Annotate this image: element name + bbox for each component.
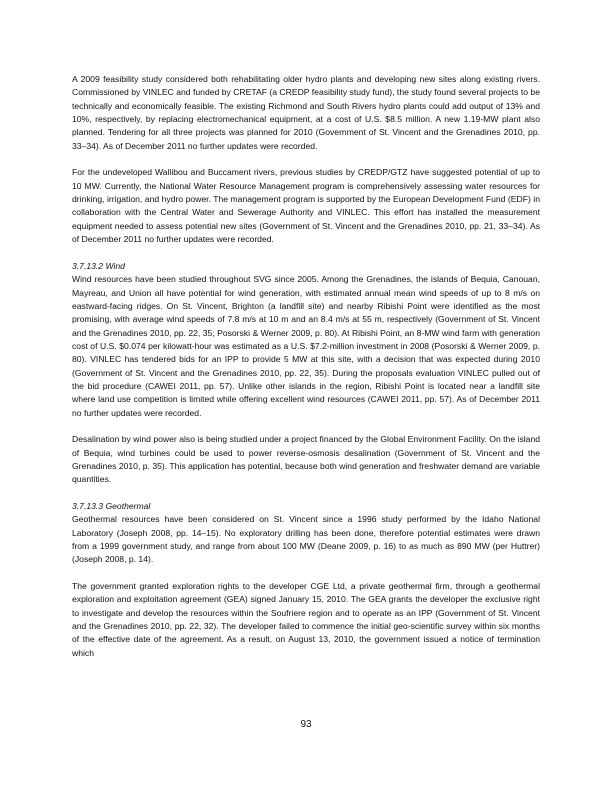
paragraph-geothermal-resources: Geothermal resources have been considered on St. Vincent since a 1996 study performed by the Idaho National Laboratory (Joseph 2008, pp. 14–15). No exploratory drilling has been done, therefore potential estimates were drawn from a 1999 government study, and range from about 100 MW (Deane 2009, p. 16) to as much as 890 MW (per Huttrer) (Joseph 2008, p. 14). [72,514,540,565]
paragraph-geothermal-exploration-rights: The government granted exploration rights to the developer CGE Ltd, a private geothermal firm, through a geothermal exploration and exploitation agreement (GEA) signed January 15, 2010. The GEA grants the developer the exclusive right to investigate and develop the resources within the Soufriere region and to operate as an IPP (Government of St. Vincent and the Grenadines 2010, pp. 22, 32). The developer failed to commence the initial geo-scientific survey within six months of the effective date of the agreement. As a result, on August 13, 2010, the government issued a notice of termination which [72,581,540,658]
section-heading-geothermal: 3.7.13.3 Geothermal [72,501,151,511]
paragraph-hydro-undeveloped-rivers: For the undeveloped Wallibou and Buccament rivers, previous studies by CREDP/GTZ have suggested potential of up to 10 MW. Currently, the National Water Resource Management program is comprehensively assessing water resources for drinking, irrigation, and hydro power. The management program is supported by the European Development Fund (EDF) in collaboration with the Central Water and Sewerage Authority and VINLEC. This effort has installed the measurement equipment needed to assess potential new sites (Government of St. Vincent and the Grenadines 2010, pp. 21, 33–34). As of December 2011 no further updates were recorded. [72,167,540,245]
paragraph-wind-desalination: Desalination by wind power also is being studied under a project financed by the Global Environment Facility. On the island of Bequia, wind turbines could be used to power reverse-osmosis desalination (Government of St. Vincent and the Grenadines 2010, p. 35). This application has potential, because both wind generation and freshwater demand are variable quantities. [72,434,540,485]
paragraph-hydro-feasibility: A 2009 feasibility study considered both rehabilitating older hydro plants and developing new sites along existing rivers. Commissioned by VINLEC and funded by CRETAF (a CREDP feasibility study fund), the study found several projects to be technically and economically feasible. The existing Richmond and South Rivers hydro plants could add output of 13% and 10%, respectively, by replacing electromechanical equipment, at a cost of U.S. $8.5 million. A new 1.19-MW plant also planned. Tendering for all three projects was planned for 2010 (Government of St. Vincent and the Grenadines 2010, pp. 33–34). As of December 2011 no further updates were recorded. [72,74,540,151]
document-page [72,73,540,673]
paragraph-wind-resources: Wind resources have been studied throughout SVG since 2005. Among the Grenadines, the islands of Bequia, Canouan, Mayreau, and Union all have potential for wind generation, with estimated annual mean wind speeds of up to 8 m/s on eastward-facing ridges. On St. Vincent, Brighton (a landfill site) and nearby Ribishi Point were identified as the most promising, with average wind speeds of 7.8 m/s at 10 m and an 8.4 m/s at 55 m, respectively (Government of St. Vincent and the Grenadines 2010, pp. 22, 35; Posorski & Werner 2009, p. 80). At Ribishi Point, an 8-MW wind farm with generation cost of U.S. $0.074 per kilowatt-hour was estimated as a U.S. $7.2-million investment in 2008 (Posorski & Werner 2009, p. 80). VINLEC has tendered bids for an IPP to provide 5 MW at this site, with a decision that was expected during 2010 (Government of St. Vincent and the Grenadines 2010, pp. 22, 35). During the proposals evaluation VINLEC pulled out of the bid procedure (CAWEI 2011, pp. 57). Unlike other islands in the region, Ribishi Point is located near a landfill site where land use competition is limited while offering excellent wind resources (CAWEI 2011, pp. 57). As of December 2011 no further updates were recorded. [72,274,540,418]
section-heading-wind: 3.7.13.2 Wind [72,260,125,271]
page-number: 93 [300,719,312,730]
